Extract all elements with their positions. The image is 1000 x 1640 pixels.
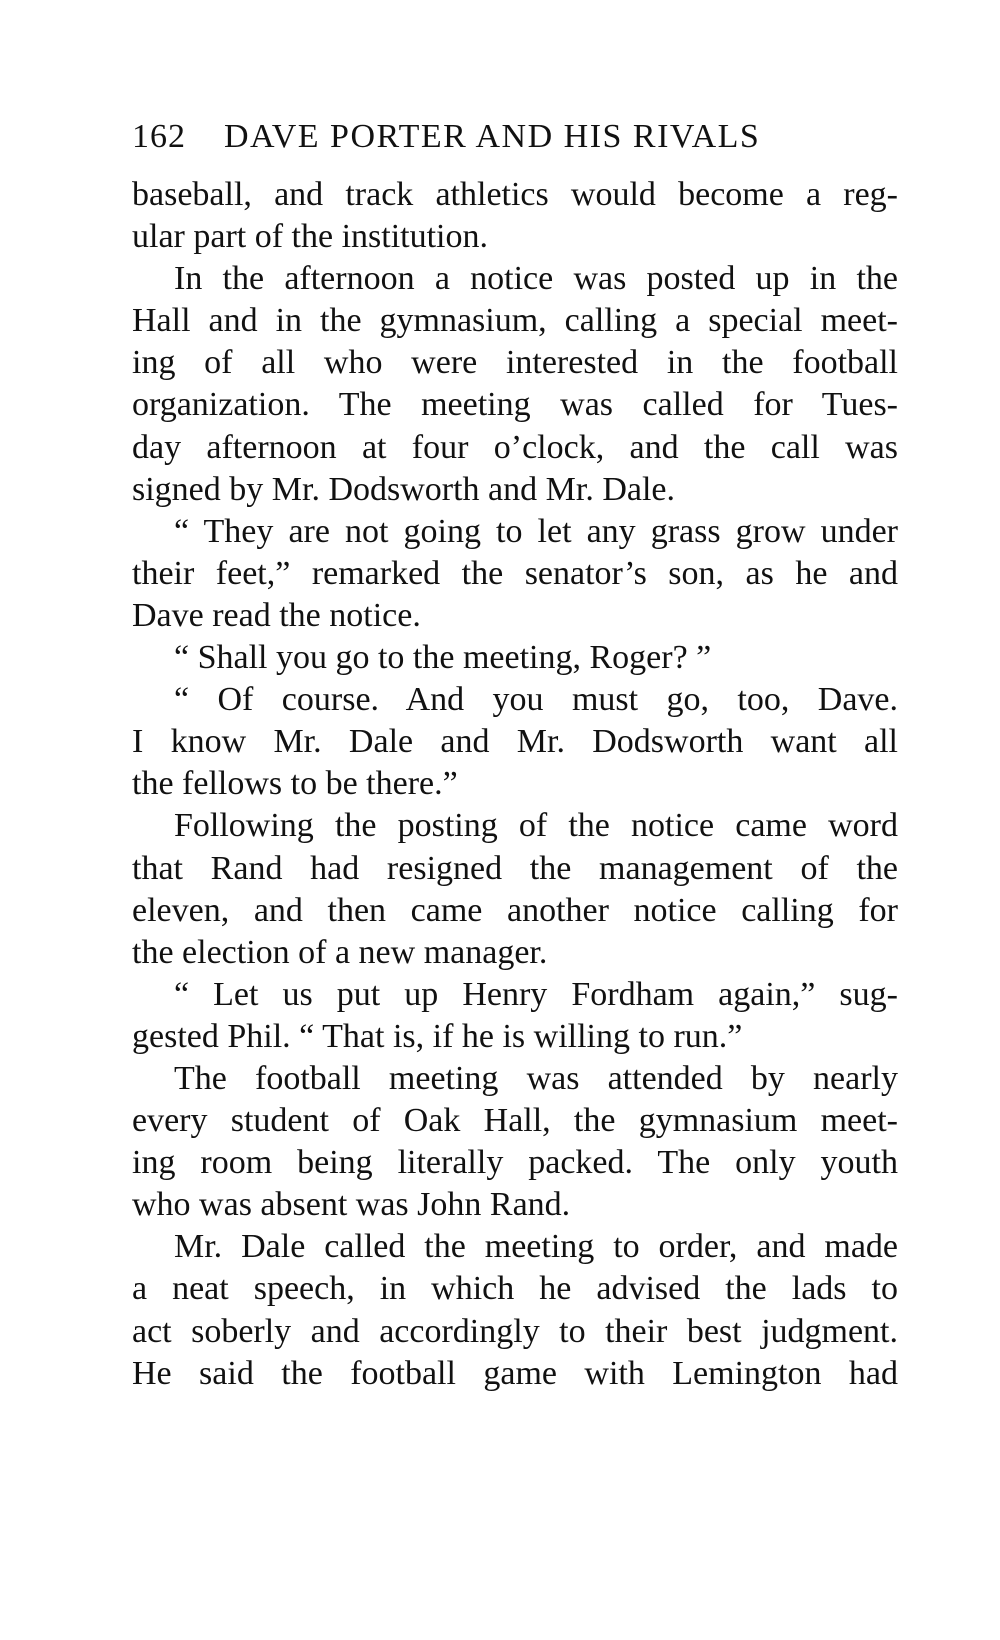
text-line: gested Phil. “ That is, if he is willing to run.” [132,1017,743,1055]
text-line: He said the football game with Lemington had [132,1354,898,1392]
text-line: ular part of the institution. [132,218,488,256]
text-line: the election of a new manager. [132,933,548,971]
body-text [132,174,898,1395]
text-line: that Rand had resigned the management of the [132,849,898,887]
text-line: baseball, and track athletics would become a reg- [132,176,898,213]
text-line: Mr. Dale called the meeting to order, and made [174,1228,898,1266]
text-line: ing of all who were interested in the football [132,344,898,382]
running-title: DAVE PORTER AND HIS RIVALS [224,118,761,155]
text-line: a neat speech, in which he advised the lads to [132,1270,898,1308]
text-line: I know Mr. Dale and Mr. Dodsworth want all [132,723,898,761]
running-header [132,118,898,174]
text-line: “ Of course. And you must go, too, Dave. [174,681,898,719]
text-line: Following the posting of the notice came word [174,807,898,845]
text-line: Dave read the notice. [132,596,421,634]
text-line: In the afternoon a notice was posted up in the [174,260,898,298]
text-line: act soberly and accordingly to their best judgment. [132,1312,898,1350]
text-line: “ They are not going to let any grass grow under [174,512,898,550]
text-line: every student of Oak Hall, the gymnasium meet- [132,1102,898,1140]
text-line: Hall and in the gymnasium, calling a special meet- [132,302,898,340]
text-line: “ Let us put up Henry Fordham again,” sug- [174,975,898,1013]
text-line: eleven, and then came another notice calling for [132,891,898,929]
text-line: day afternoon at four o’clock, and the call was [132,428,898,466]
text-line: organization. The meeting was called for Tues- [132,386,898,424]
text-line: The football meeting was attended by nearly [174,1059,898,1097]
text-line: who was absent was John Rand. [132,1186,571,1224]
text-line: ing room being literally packed. The only youth [132,1144,898,1182]
page-number: 162 [132,118,186,155]
text-line: “ Shall you go to the meeting, Roger? ” [174,639,712,677]
text-line: their feet,” remarked the senator’s son, as he and [132,554,898,592]
text-line: signed by Mr. Dodsworth and Mr. Dale. [132,470,676,508]
text-line: the fellows to be there.” [132,765,458,803]
book-page [132,118,898,1395]
